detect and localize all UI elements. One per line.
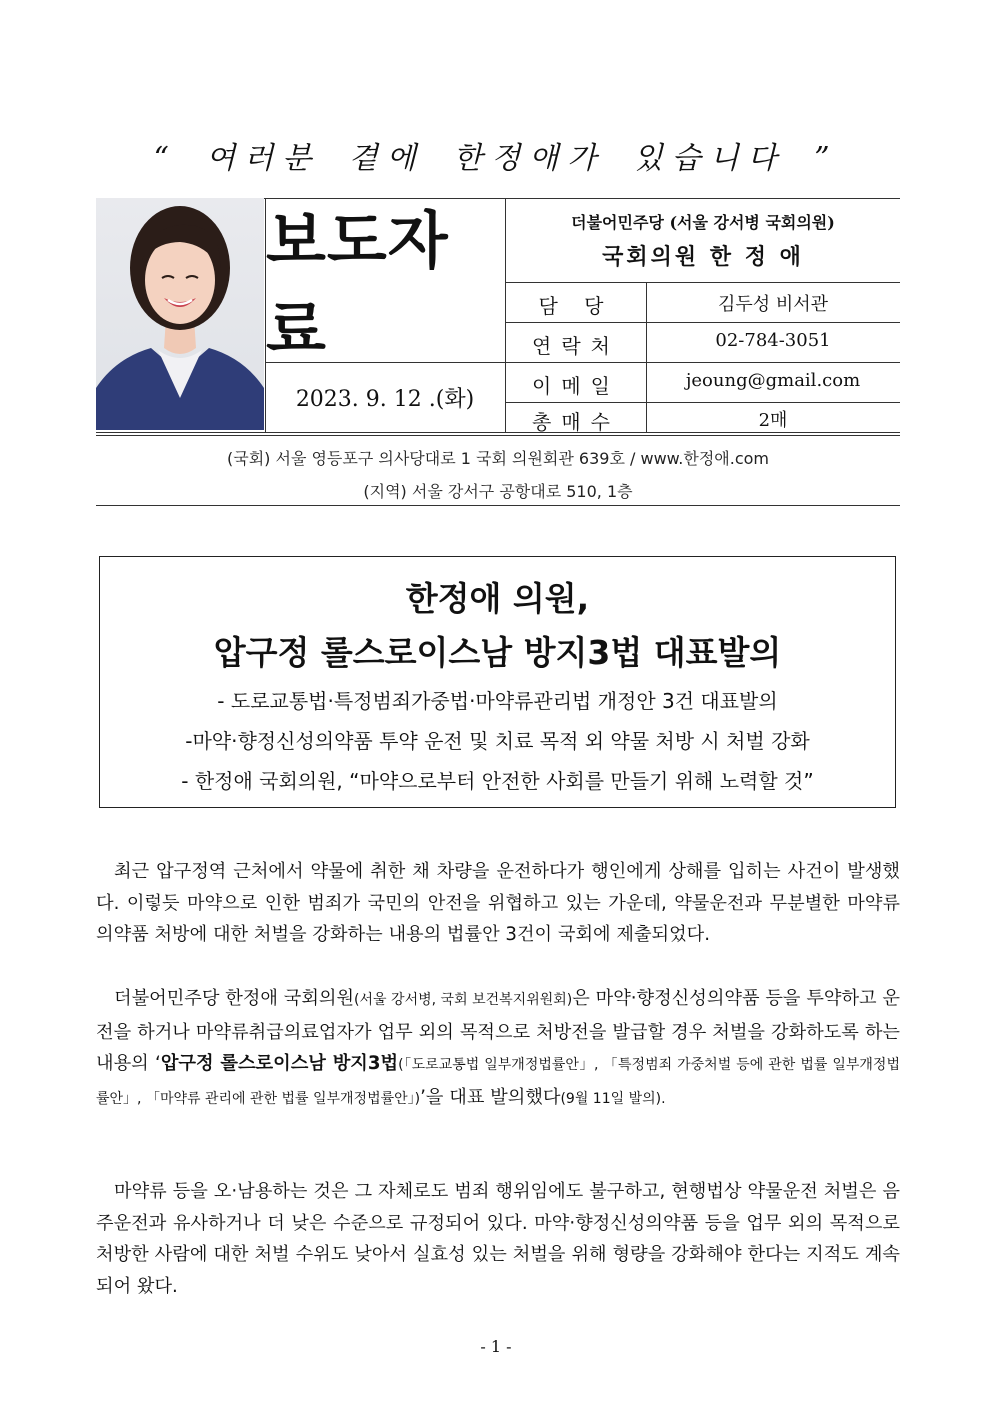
press-release-title bbox=[266, 198, 504, 366]
row-label: 이메일 bbox=[532, 374, 620, 398]
row-label: 연락처 bbox=[532, 334, 620, 358]
row-value: 02-784-3051 bbox=[715, 330, 831, 351]
member-name: 국회의원 한 정 애 bbox=[602, 244, 804, 270]
headline-line-1: 한정애 의원, bbox=[405, 579, 590, 618]
local-address: (지역) 서울 강서구 공항대로 510, 1층 bbox=[363, 482, 633, 501]
headline-line-2: 압구정 롤스로이스남 방지3법 대표발의 bbox=[213, 633, 782, 672]
headline-box bbox=[99, 556, 896, 808]
p2-text-e: ’을 대표 발의했다 bbox=[420, 1086, 561, 1108]
p2-bill-list: (「도로교통법 일부개정법률안」, 「특정범죄 가중처벌 등에 관한 법률 일부개정법률안」, 「마약류 관리에 관한 법률 일부개정법률안」) bbox=[96, 1057, 900, 1107]
row-value: 김두성 비서관 bbox=[717, 294, 829, 315]
p2-text-c: 은 마약·향정신성의약품 등을 투약하고 운전을 하거나 마약류취급의료업자가 업무 외의 목적으로 처방전을 발급할 경우 처벌을 강화하도록 하는 내용의 ‘ bbox=[96, 988, 900, 1074]
contact-row-email bbox=[506, 370, 900, 399]
p2-date-note: (9월 11일 발의). bbox=[560, 1090, 666, 1107]
body-paragraph-3: 마약류 등을 오·남용하는 것은 그 자체로도 범죄 행위임에도 불구하고, 현행법상 약물운전 처벌은 음주운전과 유사하거나 더 낮은 수준으로 규정되어 있다. 마약·향정신성의약품 등을 업무 외의 목적으로 처방한 사람에 대한 처벌 수위도 낮아서 실효성 있는 처벌을 위해 형량을 강화해야 한다는 지적도 계속되어 왔다. bbox=[96, 1181, 900, 1297]
profile-photo bbox=[96, 198, 264, 430]
contact-row-phone bbox=[506, 330, 900, 359]
p2-bill-name: 압구정 롤스로이스남 방지3법 bbox=[160, 1053, 399, 1074]
row-label: 총매수 bbox=[532, 410, 620, 434]
page-number: - 1 - bbox=[480, 1337, 512, 1356]
body-paragraph-1: 최근 압구정역 근처에서 약물에 취한 채 차량을 운전하다가 행인에게 상해를 입히는 사건이 발생했다. 이렇듯 마약으로 인한 범죄가 국민의 안전을 위협하고 있는 가운데, 약물운전과 무분별한 마약류 의약품 처방에 대한 처벌을 강화하는 내용의 법률안 3건이 국회에 제출되었다. bbox=[96, 861, 900, 945]
contact-row-pages bbox=[506, 406, 900, 435]
title-text: 보도자료 bbox=[266, 204, 449, 366]
subheadline-1: - 도로교통법·특정범죄가중법·마약류관리법 개정안 3건 대표발의 bbox=[217, 689, 778, 713]
assembly-address: (국회) 서울 영등포구 의사당대로 1 국회 의원회관 639호 / www.한정애.com bbox=[227, 449, 769, 468]
slogan: “ 여러분 곁에 한정애가 있습니다 ” bbox=[153, 141, 839, 176]
row-value: 2매 bbox=[758, 410, 788, 431]
address-rule bbox=[96, 505, 900, 506]
row-label: 담 당 bbox=[538, 294, 614, 318]
party-affiliation: 더불어민주당 (서울 강서병 국회의원) bbox=[571, 213, 835, 232]
row-value: jeoung@gmail.com bbox=[685, 370, 861, 391]
p2-text-a: 더불어민주당 한정애 국회의원 bbox=[114, 988, 355, 1009]
contact-row-manager bbox=[506, 290, 900, 319]
p2-member-detail: (서울 강서병, 국회 보건복지위원회) bbox=[354, 992, 573, 1008]
subheadline-2: -마약·향정신성의약품 투약 운전 및 치료 목적 외 약물 처방 시 처벌 강화 bbox=[185, 729, 810, 753]
body-paragraph-2 bbox=[96, 983, 900, 1115]
release-date: 2023. 9. 12 .(화) bbox=[295, 386, 475, 412]
subheadline-3: - 한정애 국회의원, “마약으로부터 안전한 사회를 만들기 위해 노력할 것” bbox=[181, 769, 814, 793]
press-release-header bbox=[96, 198, 900, 436]
